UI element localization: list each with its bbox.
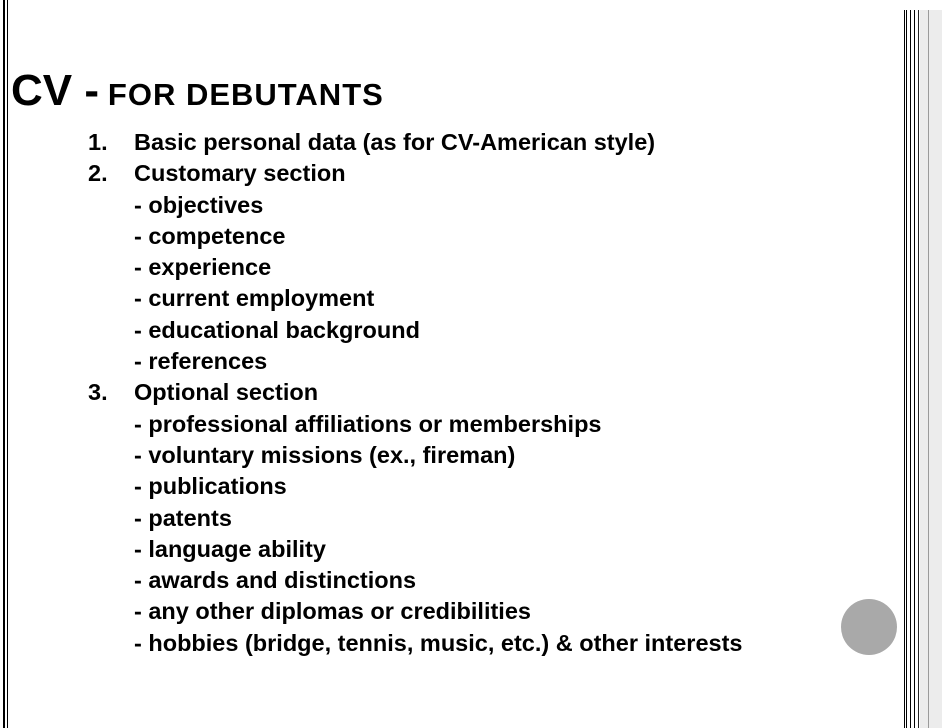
sub-item-text: - professional affiliations or memberships bbox=[134, 410, 602, 437]
sub-item-text: - current employment bbox=[134, 285, 375, 312]
decorative-circle bbox=[841, 599, 897, 655]
sub-item-text: - language ability bbox=[134, 535, 326, 562]
sub-item bbox=[88, 252, 888, 283]
list-item bbox=[88, 127, 888, 158]
sub-item-text: - objectives bbox=[134, 191, 264, 218]
sub-item-text: - experience bbox=[134, 254, 272, 281]
sub-item-text: - publications bbox=[134, 473, 287, 500]
sub-item bbox=[88, 283, 888, 314]
slide-title bbox=[11, 66, 384, 120]
slide-title-sub: FOR DEBUTANTS bbox=[107, 77, 384, 112]
sub-item bbox=[88, 440, 888, 471]
sub-item bbox=[88, 628, 888, 659]
item-number: 1. bbox=[88, 129, 108, 155]
sub-item bbox=[88, 565, 888, 596]
list-item bbox=[88, 377, 888, 408]
sub-item-text: - awards and distinctions bbox=[134, 567, 417, 594]
sub-item-text: - educational background bbox=[134, 316, 420, 343]
sub-item bbox=[88, 190, 888, 221]
right-border-decoration bbox=[904, 10, 942, 728]
sub-item-text: - references bbox=[134, 348, 268, 375]
sub-item bbox=[88, 315, 888, 346]
sub-item bbox=[88, 346, 888, 377]
sub-item-text: - hobbies (bridge, tennis, music, etc.) & other interests bbox=[134, 629, 743, 656]
item-text: Customary section bbox=[134, 160, 346, 187]
item-text: Basic personal data (as for CV-American style) bbox=[134, 129, 656, 155]
sub-item bbox=[88, 471, 888, 502]
item-number: 2. bbox=[88, 160, 108, 187]
left-border-decoration bbox=[0, 0, 9, 728]
sub-item bbox=[88, 596, 888, 627]
item-number: 3. bbox=[88, 379, 108, 406]
item-text: Optional section bbox=[134, 379, 319, 406]
sub-item-text: - patents bbox=[134, 504, 232, 531]
sub-item-text: - voluntary missions (ex., fireman) bbox=[134, 441, 516, 468]
slide-content-list bbox=[88, 127, 888, 659]
slide-title-main: CV - bbox=[11, 66, 99, 115]
sub-item bbox=[88, 503, 888, 534]
sub-item bbox=[88, 221, 888, 252]
list-item bbox=[88, 158, 888, 189]
sub-item-text: - any other diplomas or credibilities bbox=[134, 598, 531, 625]
sub-item-text: - competence bbox=[134, 222, 286, 249]
sub-item bbox=[88, 409, 888, 440]
sub-item bbox=[88, 534, 888, 565]
